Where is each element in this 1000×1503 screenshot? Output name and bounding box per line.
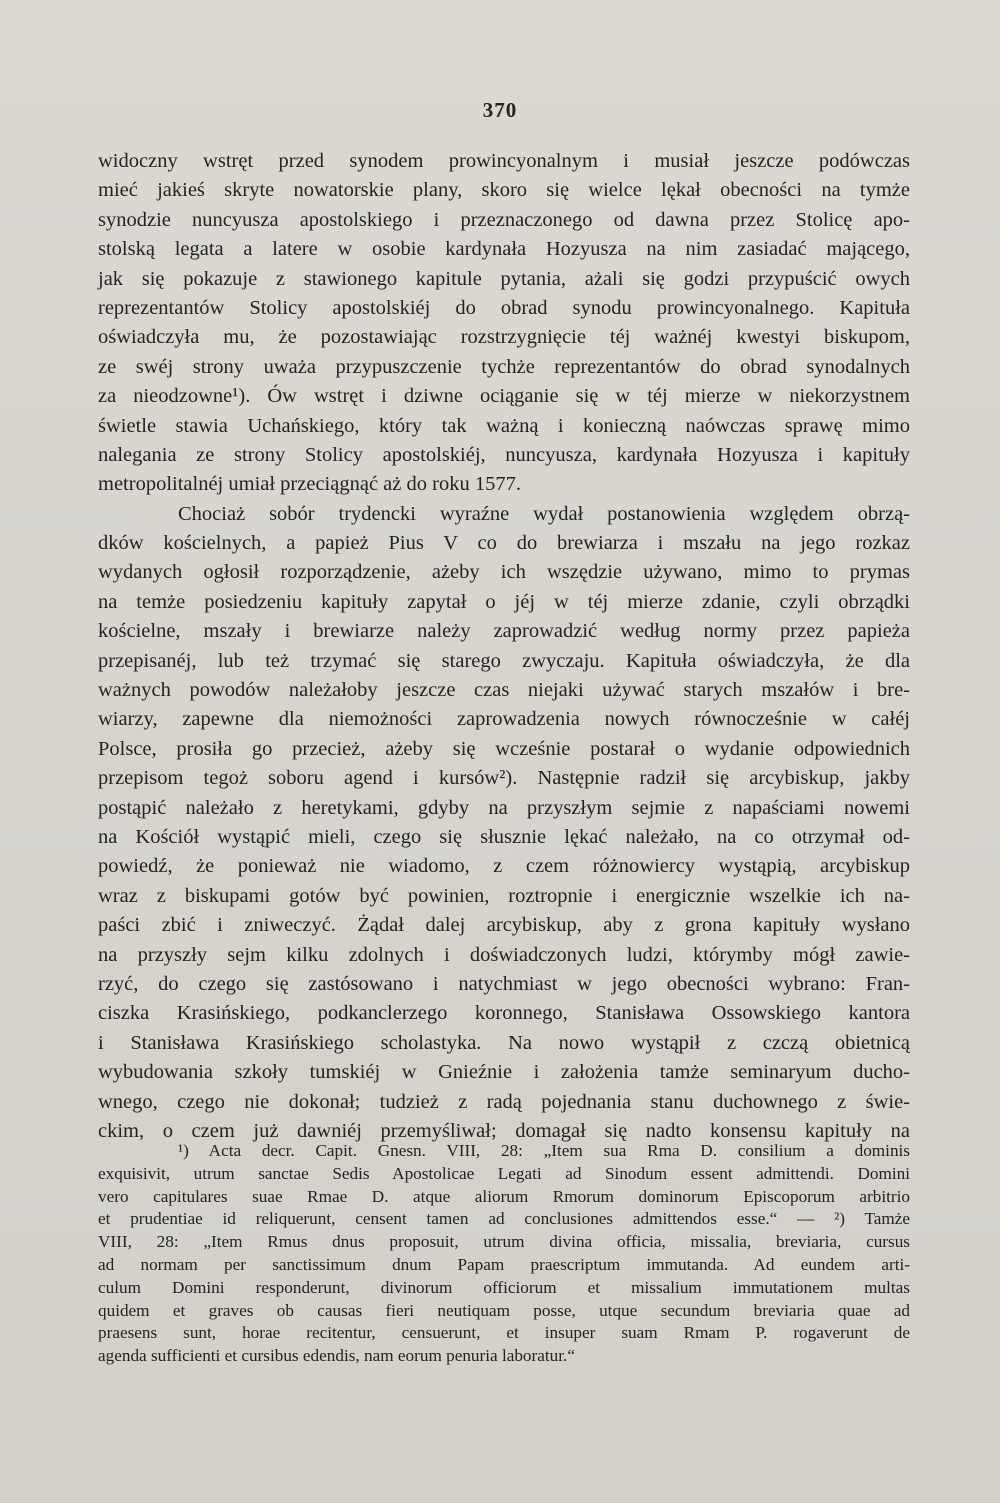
text-line: metropolitalnéj umiał przeciągnąć aż do roku 1577.	[98, 473, 521, 496]
text-line: na przyszły sejm kilku zdolnych i doświadczonych ludzi, którymby mógł zawie-	[98, 943, 910, 966]
footnote-line: et prudentiae id reliquerunt, censent tamen ad conclusiones admittendos esse.“ — ²) Tamże	[98, 1209, 910, 1229]
footnotes	[98, 1140, 910, 1368]
text-line: Polsce, prosiła go przecież, ażeby się wcześnie postarał o wydanie odpowiednich	[98, 737, 910, 760]
footnote-line: agenda sufficienti et cursibus edendis, nam eorum penuria laboratur.“	[98, 1346, 575, 1366]
text-line: i Stanisława Krasińskiego scholastyka. Na nowo wystąpił z czczą obietnicą	[98, 1031, 910, 1054]
text-line: oświadczyła mu, że pozostawiając rozstrzygnięcie téj ważnéj kwestyi biskupom,	[98, 326, 910, 349]
text-line: ciszka Krasińskiego, podkanclerzego koronnego, Stanisława Ossowskiego kantora	[98, 1002, 910, 1025]
text-line: świetle stawia Uchańskiego, który tak ważną i konieczną naówczas sprawę mimo	[98, 414, 910, 437]
text-line: dków kościelnych, a papież Pius V co do brewiarza i mszału na jego rozkaz	[98, 532, 910, 555]
footnote-line: culum Domini responderunt, divinorum officiorum et missalium immutationem multas	[98, 1277, 910, 1297]
footnote-line: quidem et graves ob causas fieri neutiquam posse, utque secundum breviaria quae ad	[98, 1300, 910, 1320]
text-line: widoczny wstręt przed synodem prowincyonalnym i musiał jeszcze podówczas	[98, 150, 910, 172]
paragraph-start-line: Chociaż sobór trydencki wyraźne wydał postanowienia względem obrzą-	[178, 502, 910, 525]
text-line: synodzie nuncyusza apostolskiego i przeznaczonego od dawna przez Stolicę apo-	[98, 208, 910, 231]
page-number: 370	[482, 98, 518, 122]
text-line: rzyć, do czego się zastósowano i natychmiast w jego obecności wybrano: Fran-	[98, 972, 910, 995]
text-line: ze swéj strony uważa przypuszczenie tychże reprezentantów do obrad synodalnych	[98, 355, 910, 378]
text-line: ważnych powodów należałoby jeszcze czas niejaki używać starych mszałów i bre-	[98, 679, 910, 702]
text-line: wydanych ogłosił rozporządzenie, ażeby ich wszędzie używano, mimo to prymas	[98, 561, 910, 584]
text-line: na temże posiedzeniu kapituły zapytał o jéj w téj mierze zdanie, czyli obrządki	[98, 590, 910, 613]
text-line: stolską legata a latere w osobie kardynała Hozyusza na nim zasiadać mającego,	[98, 238, 910, 261]
footnote-line: vero capitulares suae Rmae D. atque aliorum Rmorum dominorum Episcoporum arbitrio	[98, 1186, 910, 1206]
text-line: wnego, czego nie dokonał; tudzież z radą pojednania stanu duchownego z świe-	[98, 1090, 910, 1113]
text-line: jak się pokazuje z stawionego kapitule pytania, ażali się godzi przypuścić owych	[98, 267, 910, 290]
text-line: wybudowania szkoły tumskiéj w Gnieźnie i założenia tamże seminaryum ducho-	[98, 1061, 910, 1084]
text-line: przepisom tegoż soboru agend i kursów²). Następnie radził się arcybiskup, jakby	[98, 767, 910, 790]
text-line: na Kościół wystąpić mieli, czego się słusznie lękać należało, na co otrzymał od-	[98, 825, 910, 848]
footnote-line: ad normam per sanctissimum dnum Papam praescriptum immutanda. Ad eundem arti-	[98, 1254, 910, 1274]
text-line: reprezentantów Stolicy apostolskiéj do obrad synodu prowincyonalnego. Kapituła	[98, 296, 910, 319]
text-line: za nieodzowne¹). Ów wstręt i dziwne ociąganie się w téj mierze w niekorzystnem	[98, 385, 910, 408]
main-text	[98, 147, 910, 1146]
text-line: kościelne, mszały i brewiarze należy zaprowadzić według normy przez papieża	[98, 620, 910, 643]
footnote-line: VIII, 28: „Item Rmus dnus proposuit, utrum divina officia, missalia, breviaria, cursus	[98, 1232, 910, 1252]
footnote-line: ¹) Acta decr. Capit. Gnesn. VIII, 28: „Item sua Rma D. consilium a dominis	[178, 1141, 910, 1160]
footnote-line: exquisivit, utrum sanctae Sedis Apostolicae Legati ad Sinodum essent admittendi. Domini	[98, 1163, 910, 1183]
text-line: ckim, o czem już dawniéj przemyśliwał; domagał się nadto konsensu kapituły na	[98, 1119, 910, 1142]
text-line: mieć jakieś skryte nowatorskie plany, skoro się wielce lękał obecności na tymże	[98, 179, 910, 202]
text-line: przepisanéj, lub też trzymać się starego zwyczaju. Kapituła oświadczyła, że dla	[98, 649, 910, 672]
text-line: postąpić należało z heretykami, gdyby na przyszłym sejmie z napaściami nowemi	[98, 796, 910, 819]
text-line: wraz z biskupami gotów być powinien, roztropnie i energicznie wszelkie ich na-	[98, 884, 910, 907]
text-line: powiedź, że ponieważ nie wiadomo, z czem różnowiercy wystąpią, arcybiskup	[98, 855, 910, 878]
text-line: nalegania ze strony Stolicy apostolskiéj, nuncyusza, kardynała Hozyusza i kapituły	[98, 443, 910, 466]
text-line: wiarzy, zapewne dla niemożności zaprowadzenia nowych równocześnie w całéj	[98, 708, 910, 731]
text-line: paści zbić i zniweczyć. Żądał dalej arcybiskup, aby z grona kapituły wysłano	[98, 914, 910, 937]
footnote-line: praesens sunt, horae recitentur, censuerunt, et insuper suam Rmam P. rogaverunt de	[98, 1323, 910, 1343]
